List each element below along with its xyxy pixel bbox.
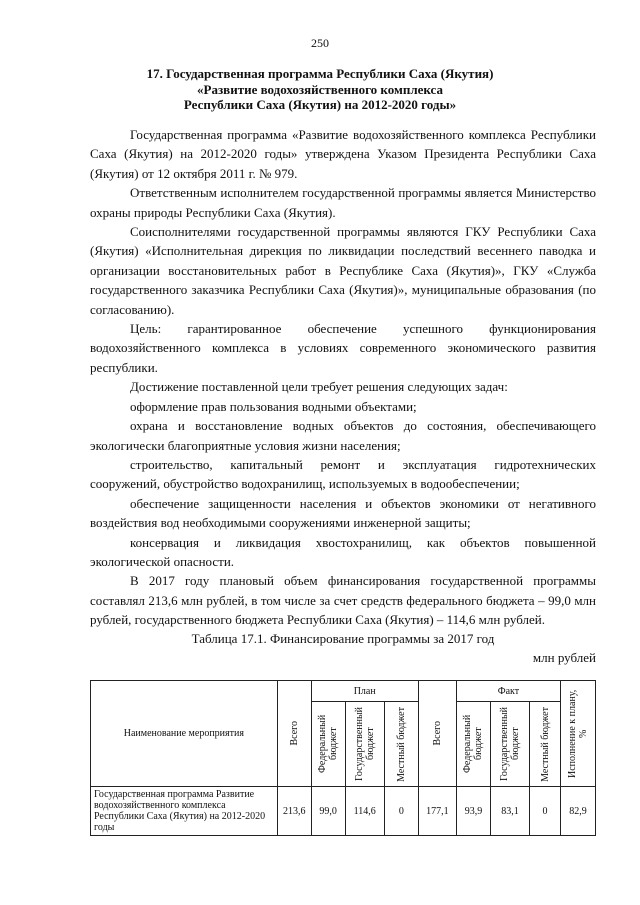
title-line-1: 17. Государственная программа Республики Саха (Якутия) [146,66,494,81]
col-header-plan-state: Государственный бюджет [345,702,384,787]
task-item: консервация и ликвидация хвостохранилищ, как объектов повышенной экологической опасности. [90,534,596,569]
row-plan-total: 213,6 [277,787,311,836]
col-header-plan-total: Всего [277,681,311,787]
paragraph-decree: Государственная программа «Развитие водохозяйственного комплекса Республики Саха (Якутия) на 2012-2020 годы» утверждена Указом Президента Республики Саха (Якутия) от 12 октября 2011 г. № 979. [90,127,596,181]
document-title [90,66,550,113]
table-header-row-1 [91,681,596,702]
financing-table [90,680,596,836]
col-header-plan-local: Местный бюджет [384,702,418,787]
col-header-name: Наименование мероприятия [91,681,278,787]
row-fact-local: 0 [530,787,561,836]
row-fact-federal: 93,9 [456,787,490,836]
row-plan-federal: 99,0 [311,787,345,836]
table-unit: млн рублей [532,650,596,665]
task-item: оформление прав пользования водными объектами; [130,398,417,414]
row-plan-state: 114,6 [345,787,384,836]
group-header-fact: Факт [456,681,560,702]
body-text [90,125,596,630]
row-fact-state: 83,1 [490,787,529,836]
paragraph-coexecutors: Соисполнителями государственной программы являются ГКУ Республики Саха (Якутия) «Исполнительная дирекция по ликвидации последствий весеннего паводка и организации восстановительных работ в Республике Саха (Якутия)», ГКУ «Служба государственного заказчика Республики Саха (Якутия)», муниципальные образования (по согласованию). [90,224,596,317]
task-item: строительство, капитальный ремонт и эксплуатация гидротехнических сооружений, обустройство водохранилищ, используемых в водообеспечении; [90,456,596,492]
col-header-exec: Исполнение к плану, % [560,681,595,787]
title-line-2: «Развитие водохозяйственного комплекса [197,81,443,97]
table-row [91,787,596,836]
task-item: охрана и восстановление водных объектов до состояния, обеспечивающего экологически благоприятные условия жизни населения; [90,418,596,453]
row-fact-total: 177,1 [418,787,456,836]
paragraph-responsible: Ответственным исполнителем государственной программы является Министерство охраны природы Республики Саха (Якутия). [90,185,596,220]
col-header-fact-state: Государственный бюджет [490,702,529,787]
row-name: Государственная программа Развитие водохозяйственного комплекса Республики Саха (Якутия) на 2012-2020 годы [91,787,278,836]
page-number: 250 [311,36,329,50]
row-plan-local: 0 [384,787,418,836]
row-exec: 82,9 [560,787,595,836]
col-header-plan-federal: Федеральный бюджет [311,702,345,787]
paragraph-tasks-intro: Достижение поставленной цели требует решения следующих задач: [130,379,508,395]
col-header-fact-total: Всего [418,681,456,787]
col-header-fact-local: Местный бюджет [530,702,561,787]
table-caption: Таблица 17.1. Финансирование программы за 2017 год [191,631,495,646]
task-item: обеспечение защищенности населения и объектов экономики от негативного воздействия вод необходимыми сооружениями инженерной защиты; [90,495,596,531]
paragraph-financing: В 2017 году плановый объем финансирования государственной программы составлял 213,6 млн рублей, в том числе за счет средств федерального бюджета – 99,0 млн рублей, государственного бюджета Республики Саха (Якутия) – 114,6 млн рублей. [90,573,596,628]
col-header-fact-federal: Федеральный бюджет [456,702,490,787]
group-header-plan: План [311,681,418,702]
title-line-3: Республики Саха (Якутия) на 2012-2020 годы» [183,97,457,112]
paragraph-goal: Цель: гарантированное обеспечение успешного функционирования водохозяйственного комплекса в условиях современного экономического развития республики. [90,321,596,375]
